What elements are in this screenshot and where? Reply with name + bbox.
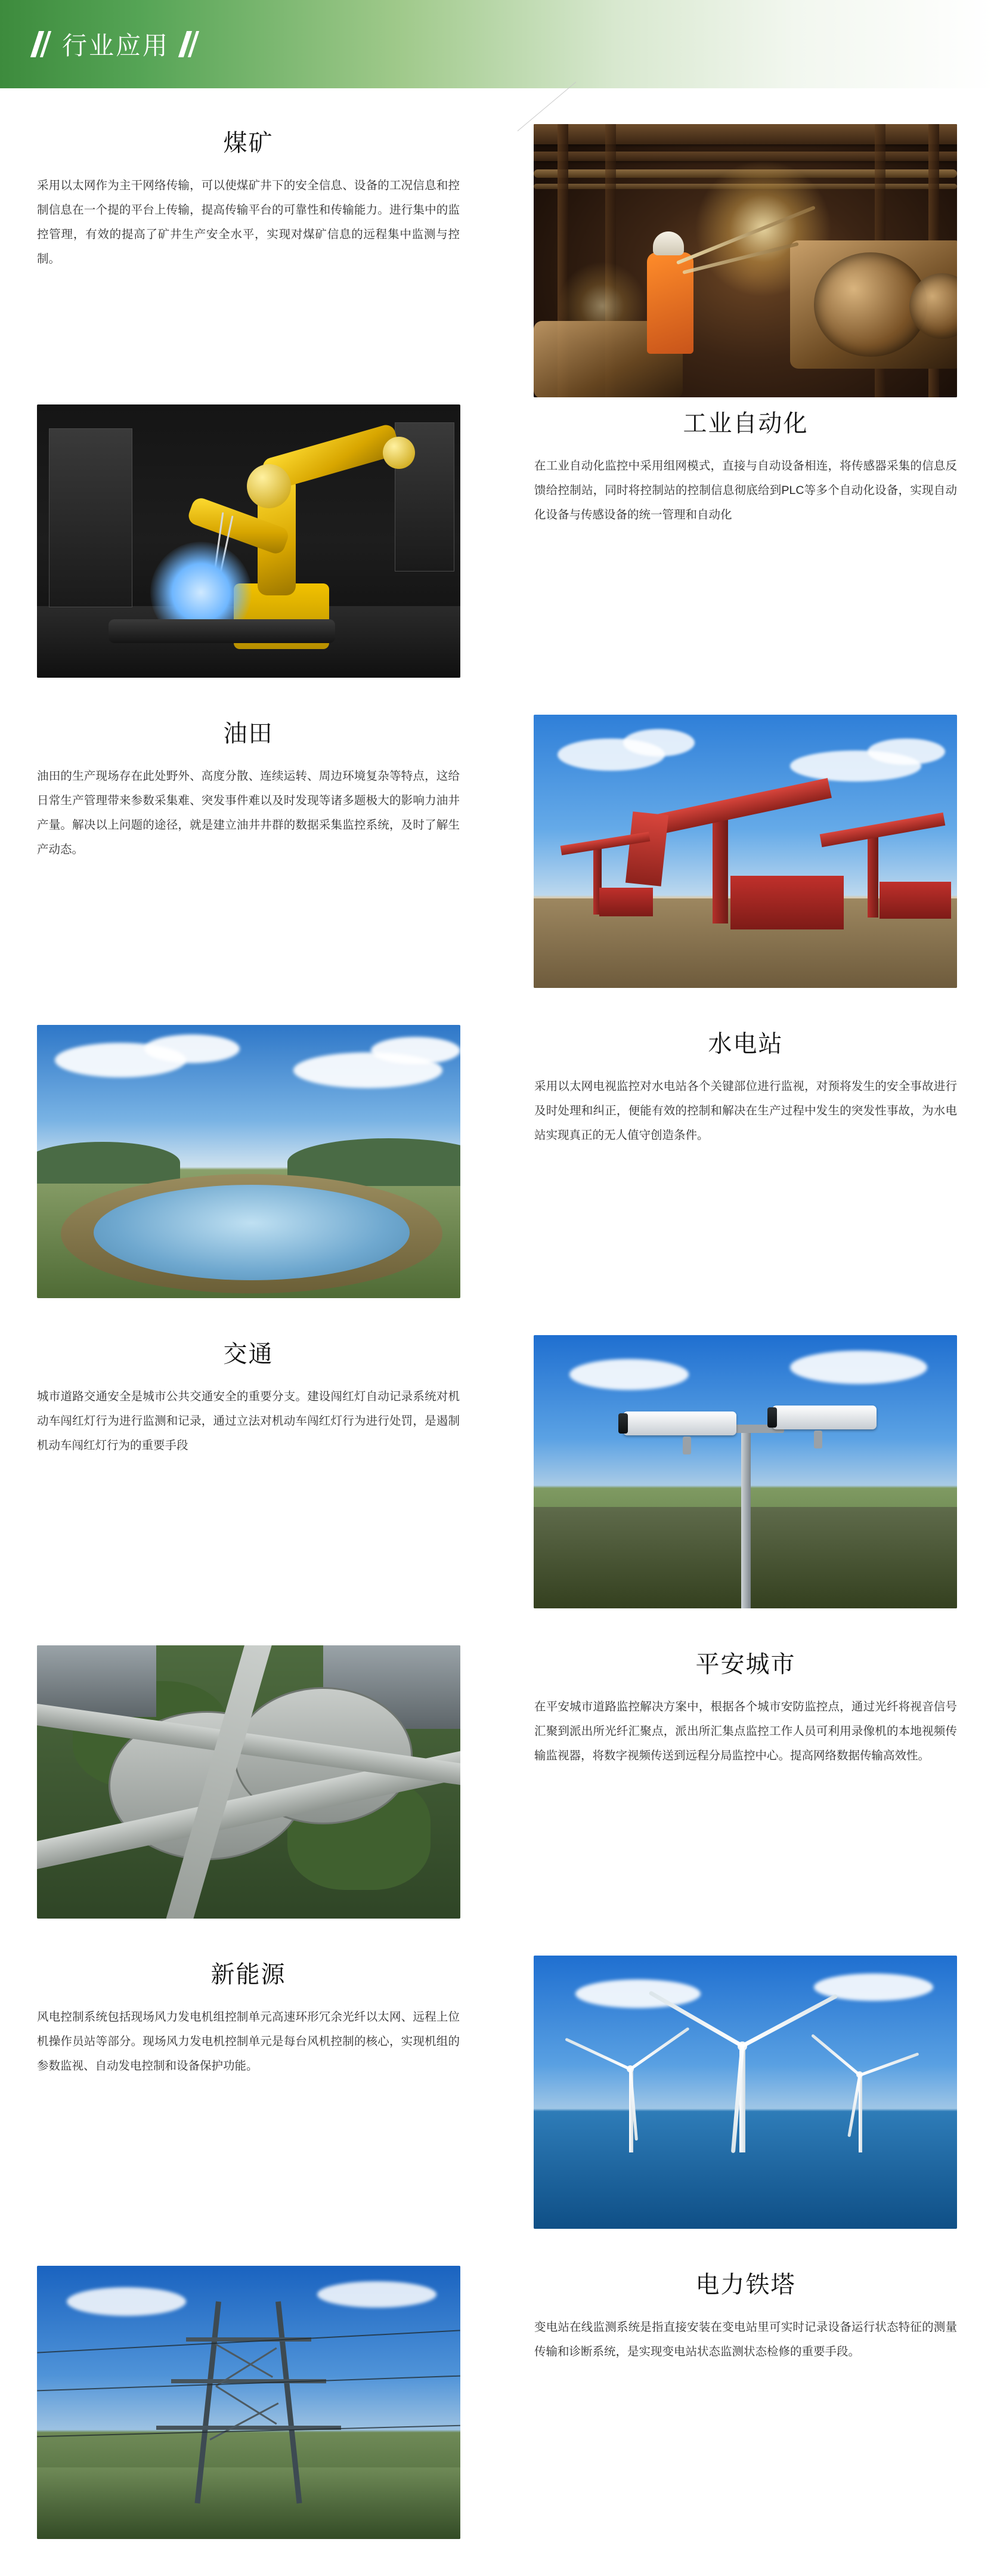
section-title: 工业自动化: [683, 410, 809, 437]
photo-coal-mine: [534, 124, 957, 397]
section-body: 油田的生产现场存在此处野外、高度分散、连续运转、周边环境复杂等特点，这给日常生产管理带来参数采集难、突发事件难以及时发现等诸多题极大的影响力油井产量。解决以上问题的途径，就是建立油井井群的数据采集监控系统，及时了解生产动态。: [37, 770, 460, 856]
section-image-hydropower: [0, 1025, 497, 1298]
section-title: 平安城市: [695, 1651, 796, 1678]
section-body: 在平安城市道路监控解决方案中，根据各个城市安防监控点，通过光纤将视音信号汇聚到派出所光纤汇聚点，派出所汇集点监控工作人员可利用录像机的本地视频传输监视器，将数字视频传送到远程分局监控中心。提高网络数据传输高效性。: [534, 1700, 957, 1762]
section-body: 在工业自动化监控中采用组网模式，直接与自动设备相连，将传感器采集的信息反馈给控制站，同时将控制站的控制信息彻底给到PLC等多个自动化设备，实现自动化设备与传感设备的统一管理和自动化: [534, 459, 957, 521]
header-decoration-right: [182, 31, 199, 57]
section-text-coal-mine: [0, 124, 497, 271]
section-image-traffic: [497, 1335, 994, 1608]
section-coal-mine: [0, 88, 994, 404]
section-image-industrial-automation: [0, 404, 497, 678]
section-text-new-energy: [0, 1956, 497, 2078]
section-oilfield: [0, 715, 994, 1025]
photo-traffic-camera: [534, 1335, 957, 1608]
header-decoration-left: [35, 31, 51, 57]
photo-power-pylon: [37, 2266, 460, 2539]
section-traffic: [0, 1335, 994, 1645]
section-image-safe-city: [0, 1645, 497, 1919]
section-body: 采用以太网电视监控对水电站各个关键部位进行监视，对预将发生的安全事故进行及时处理和纠正，便能有效的控制和解决在生产过程中发生的突发性事故，为水电站实现真正的无人值守创造条件。: [534, 1080, 957, 1142]
section-safe-city: [0, 1645, 994, 1956]
photo-interchange: [37, 1645, 460, 1919]
section-text-oilfield: [0, 715, 497, 862]
section-image-coal-mine: [497, 124, 994, 397]
section-title: 水电站: [708, 1031, 784, 1057]
photo-wind-farm: [534, 1956, 957, 2229]
section-text-hydropower: [497, 1025, 994, 1148]
section-title: 新能源: [210, 1962, 286, 1988]
photo-oilfield: [534, 715, 957, 988]
section-image-oilfield: [497, 715, 994, 988]
section-text-power-tower: [497, 2266, 994, 2364]
section-text-industrial-automation: [497, 404, 994, 527]
section-body: 城市道路交通安全是城市公共交通安全的重要分支。建设闯红灯自动记录系统对机动车闯红灯行为进行监测和记录，通过立法对机动车闯红灯行为进行处罚，是遏制机动车闯红灯行为的重要手段: [37, 1390, 460, 1452]
page-title: 行业应用: [62, 32, 170, 60]
section-title: 电力铁塔: [695, 2272, 796, 2298]
photo-industrial-robot: [37, 404, 460, 678]
section-hydropower: [0, 1025, 994, 1335]
section-title: 油田: [223, 721, 274, 747]
section-text-traffic: [0, 1335, 497, 1458]
section-body: 采用以太网作为主干网络传输，可以使煤矿井下的安全信息、设备的工况信息和控制信息在一个提的平台上传输，提高传输平台的可靠性和传输能力。进行集中的监控管理，有效的提高了矿井生产安全水平，实现对煤矿信息的远程集中监测与控制。: [37, 179, 460, 265]
section-body: 风电控制系统包括现场风力发电机组控制单元高速环形冗余光纤以太网、远程上位机操作员站等部分。现场风力发电机控制单元是每台风机控制的核心，实现机组的参数监视、自动发电控制和设备保护功能。: [37, 2010, 460, 2072]
section-industrial-automation: [0, 404, 994, 715]
photo-reservoir: [37, 1025, 460, 1298]
page-header: [0, 0, 994, 88]
section-image-power-tower: [0, 2266, 497, 2539]
section-power-tower: [0, 2266, 994, 2576]
section-title: 交通: [223, 1341, 274, 1367]
section-title: 煤矿: [223, 130, 274, 156]
section-new-energy: [0, 1956, 994, 2266]
section-body: 变电站在线监测系统是指直接安装在变电站里可实时记录设备运行状态特征的测量传输和诊断系统，是实现变电站状态监测状态检修的重要手段。: [534, 2321, 957, 2358]
section-image-new-energy: [497, 1956, 994, 2229]
section-text-safe-city: [497, 1645, 994, 1768]
